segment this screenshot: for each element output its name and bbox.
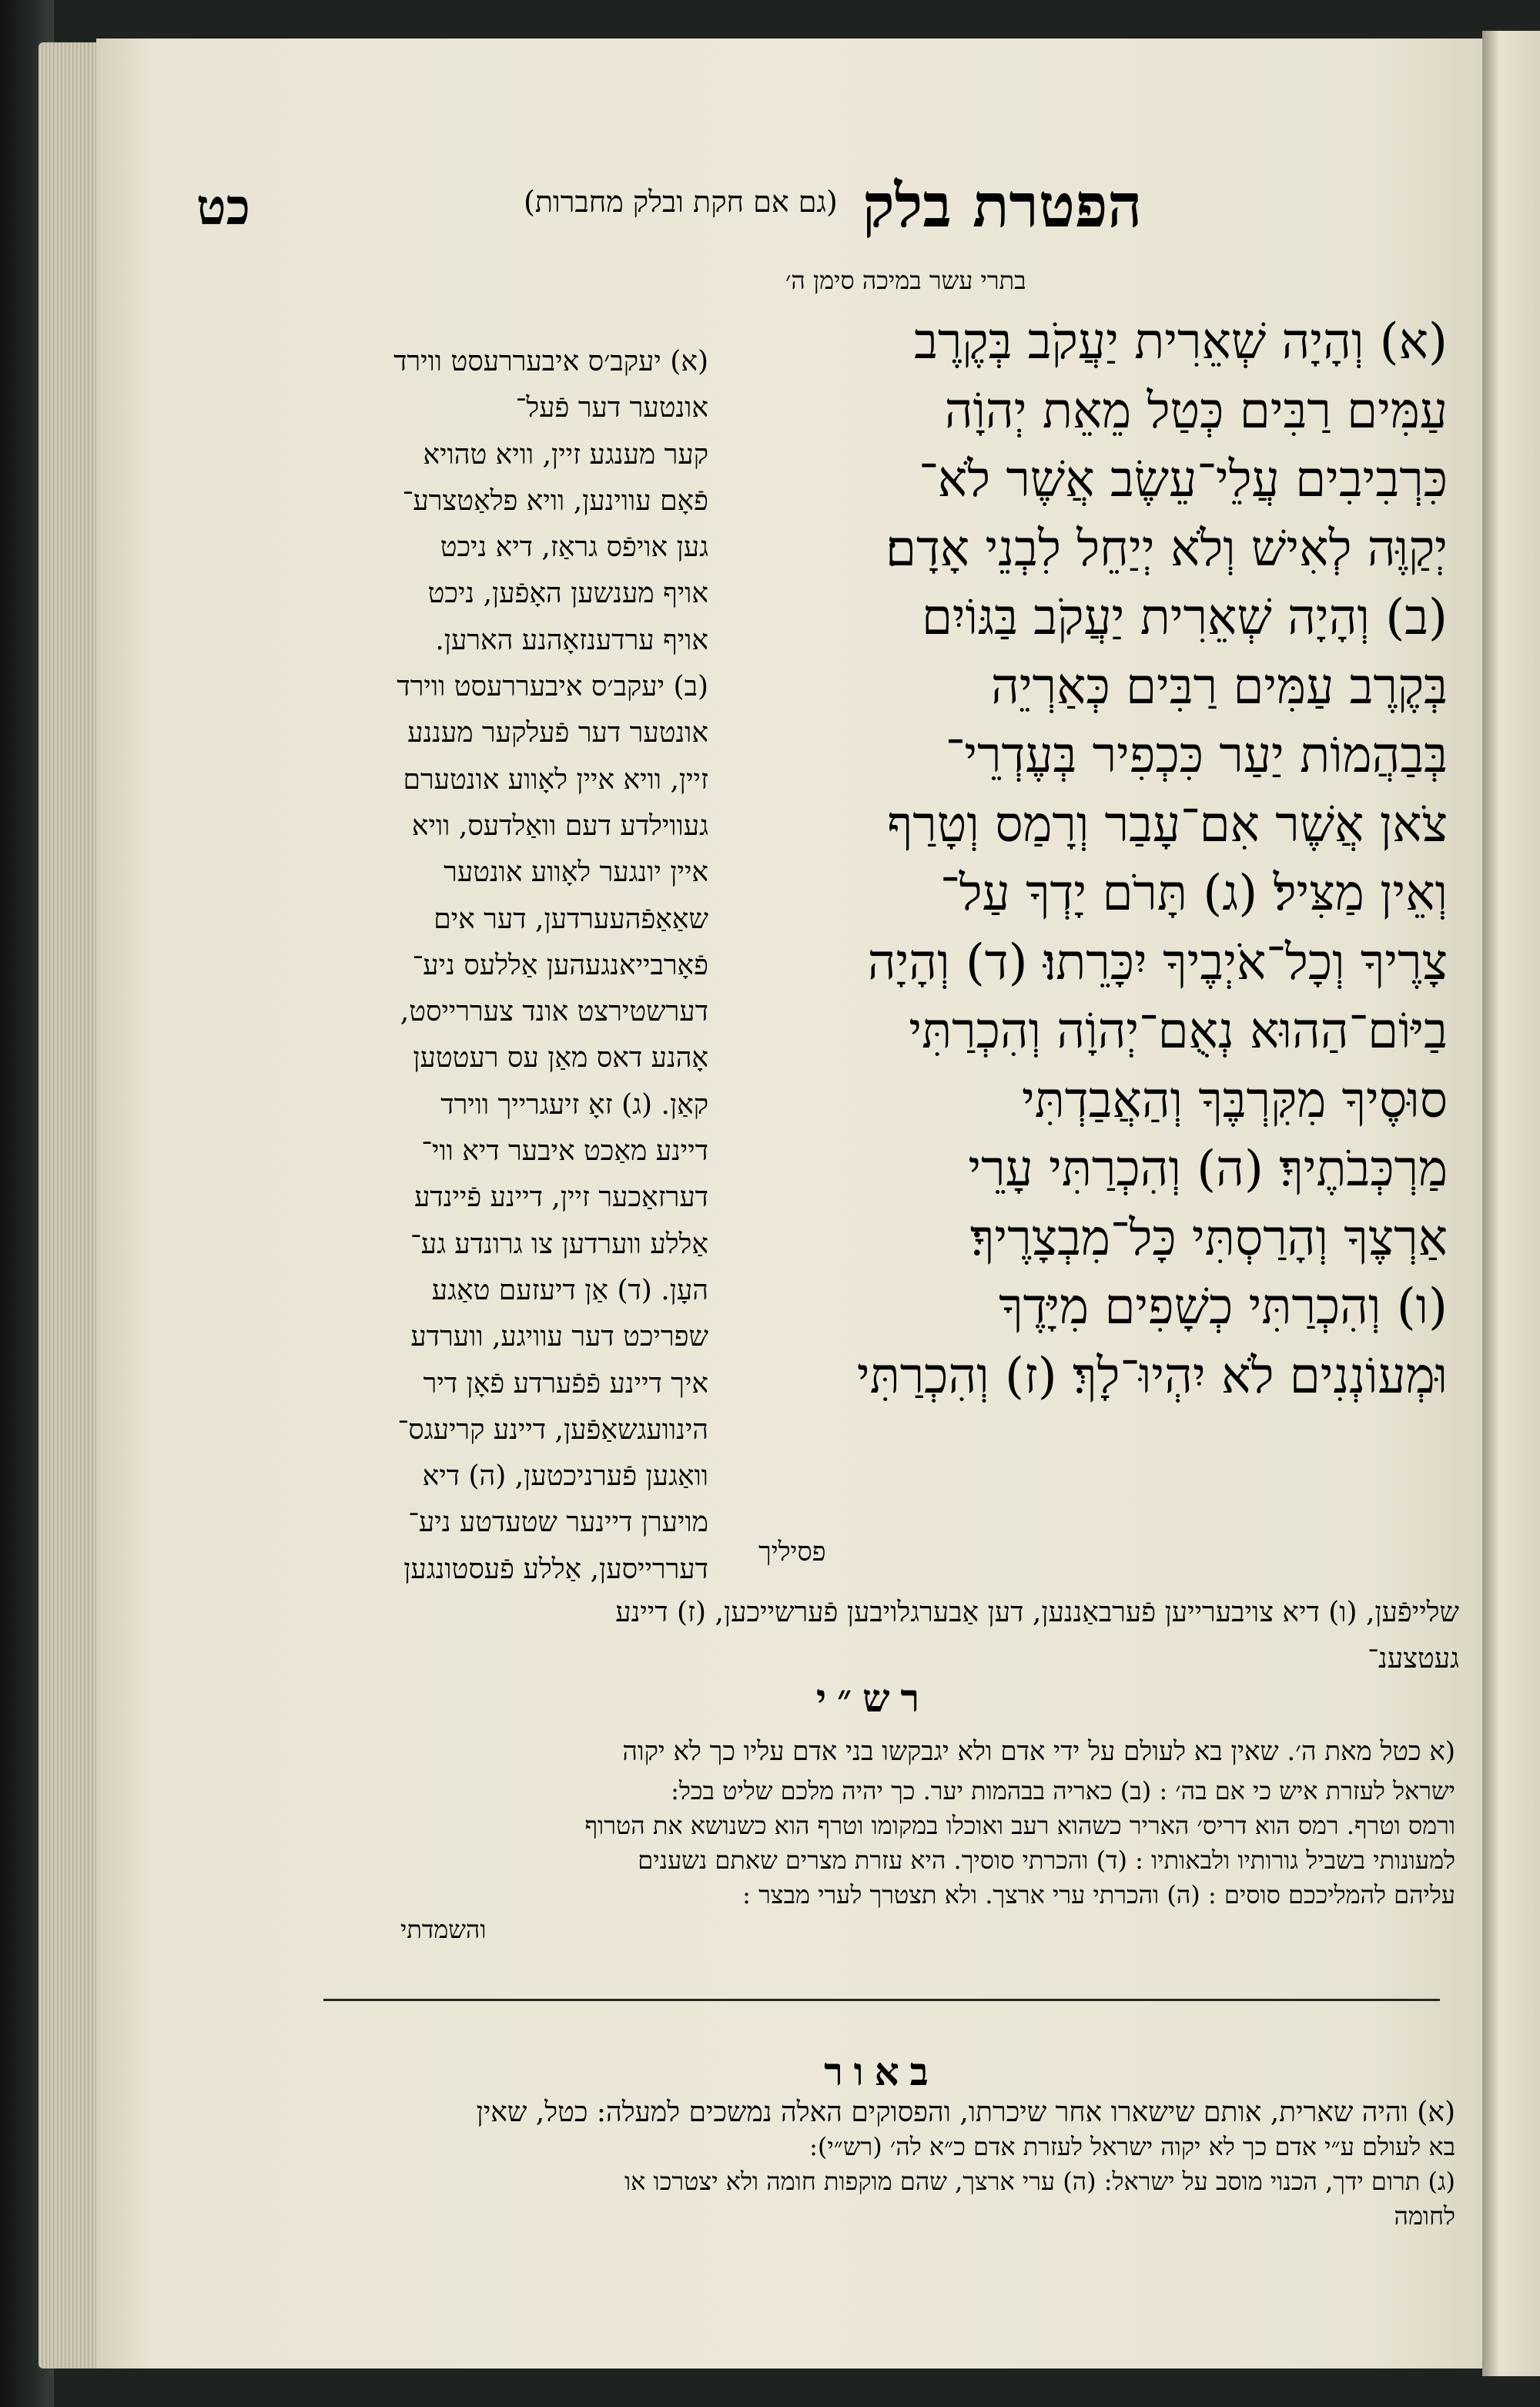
main-text-line: מַרְכְּבֹתֶיךָ׃ (ה) וְהִכְרַתִּי עָרֵי <box>968 1141 1448 1198</box>
rashi-line: למעונותי בשביל גורותיו ולבאותיו : (ד) והכרתי סוסיך. היא עזרת מצרים שאתם נשענים <box>638 1845 1455 1875</box>
main-text-line: (ב) וְהָיָה שְׁאֵרִית יַעֲקֹב בַּגּוֹיִם <box>921 589 1448 646</box>
translation-line: זיין, וויא איין לאָווע אונטערם <box>403 763 708 796</box>
rashi-line: ורמס וטרף. רמס הוא דריס׳ האריר כשהוא רעב ואוכלו במקומו וטרף הוא כשנושא את הטרוף <box>584 1811 1455 1840</box>
page-number: כט <box>196 179 250 236</box>
yiddish-translation-column <box>304 339 708 1593</box>
biur-commentary <box>308 2049 1455 2234</box>
translation-line: איך דיינע פֿפֿערדע פֿאָן דיר <box>423 1367 708 1400</box>
translation-line: דערשטירצט אונד צעררייסט, <box>400 996 708 1028</box>
translation-line: שאַאַפֿהעערדען, דער אים <box>434 903 708 935</box>
translation-line: דעררייסען, אַללע פֿעסטונגען <box>403 1553 708 1585</box>
rashi-heading: רש״י <box>816 1675 931 1721</box>
main-text-line: אַרְצֶךָ וְהָרַסְתִּי כָּל־מִבְצָרֶיךָ׃ <box>969 1209 1448 1267</box>
biur-line: לחומה <box>1394 2201 1455 2231</box>
translation-line: אונטער דער פֿעלקער מעננע <box>407 717 708 749</box>
translation-line: מויערן דיינער שטעדטע ניע־ <box>408 1507 708 1539</box>
main-text-line: בְּבַהֲמוֹת יַעַר כִּכְפִיר בְּעֶדְרֵי־ <box>945 727 1448 784</box>
translation-line: אויף ערדענזאָהנע הארען. <box>435 624 708 656</box>
translation-line: פֿאָם עווינען, וויא פלאַטצרע־ <box>402 484 708 517</box>
translation-line: געווילדע דעם וואַלדעס, וויא <box>411 810 708 842</box>
main-text-line: עַמִּים רַבִּים כְּטַל מֵאֵת יְהוָֹה <box>944 382 1448 440</box>
rashi-line: (א כטל מאת ה׳. שאין בא לעולם על ידי אדם ולא יגבקשו בני אדם עליו כך לא יקוה <box>622 1736 1455 1767</box>
main-text-line: (ו) וְהִכְרַתִּי כְשָׁפִים מִיָּדֶךָ <box>999 1279 1448 1336</box>
translation-line: (א) יעקב׳ס איבעררעסט ווירד <box>393 346 708 377</box>
haftarah-title: הפטרת בלק <box>862 171 1143 241</box>
biur-line: בא לעולם ע״י אדם כך לא יקוה ישראל לעזרת אדם כ״א לה׳ (רש״י): <box>809 2132 1455 2161</box>
translation-line: שפריכט דער עוויגע, ווערדע <box>410 1321 708 1353</box>
translation-line: (ב) יעקב׳ס איבעררעסט ווירד <box>397 671 708 703</box>
main-text-line: בַיּוֹם־הַהוּא נְאֻם־יְהוָֹה וְהִכְרַתִּי <box>909 1003 1448 1060</box>
translation-line: איין יונגער לאָווע אונטער <box>444 857 708 889</box>
main-text-line: צָרֶיךָ וְכָל־אֹיְבֶיךָ יִכָּרֵתוּ׃ (ד) וְהָיָה <box>867 934 1448 991</box>
translation-line: העָן. (ד) אַן דיעזעם טאַגע <box>431 1274 708 1306</box>
translation-line: דערזאַכער זיין, דיינע פֿיינדע <box>414 1182 708 1214</box>
catchword: פסיליך <box>758 1537 826 1567</box>
translation-line: אַללע ווערדען צו גרונדע גע־ <box>410 1228 708 1260</box>
source-reference: בתרי עשר במיכה סימן ה׳ <box>785 266 1026 295</box>
translation-continuation <box>304 1591 1459 1684</box>
facing-page-edge <box>1482 31 1540 2376</box>
translation-line: וואַגען פֿערניכטען, (ה) דיא <box>422 1460 708 1493</box>
main-text-line: (א) וְהָיָה שְׁאֵרִית יַעֲקֹב בְּקֶרֶב <box>914 313 1448 370</box>
rashi-line: ישראל לעזרת איש כי אם בה׳ : (ב) כאריה בבהמות יער. כך יהיה מלכם שליט בכל: <box>671 1776 1455 1805</box>
biur-heading: באור <box>824 2049 939 2094</box>
translation-line: פֿאָרבייאנגעהען אַללעס ניע־ <box>412 949 708 981</box>
translation-line: געטצענ־ <box>1368 1643 1459 1675</box>
main-text-line: בְּקֶרֶב עַמִּים רַבִּים כְּאַרְיֵה <box>991 658 1448 716</box>
translation-line: אָהנע דאס מאַן עס רעטטען <box>413 1042 708 1074</box>
rashi-commentary <box>308 1729 1455 1947</box>
section-divider <box>323 1999 1440 2001</box>
translation-line: אויף מענשען האָפֿען, ניכט <box>427 578 708 610</box>
rashi-line: עליהם להמליככם סוסים : (ה) והכרתי ערי ארצך. ולא תצטרך לערי מבצר : <box>742 1880 1455 1909</box>
main-text-line: וְאֵין מַצִּיל׃ (ג) תָּרֹם יָדְךָ עַל־ <box>940 865 1448 922</box>
main-text-line: צֹאן אֲשֶׁר אִם־עָבַר וְרָמַס וְטָרַף <box>887 796 1448 853</box>
main-text-line: כִּרְבִיבִים עֲלֵי־עֵשֶׂב אֲשֶׁר לֹא־ <box>919 451 1448 508</box>
translation-line: דיינע מאַכט איבער דיא ווי־ <box>421 1135 708 1168</box>
main-text-line: וּמְעוֹנְנִים לֹא יִהְיוּ־לָךְ׃ (ז) וְהִכְרַתִּי <box>856 1347 1448 1405</box>
biur-line: (ג) תרום ידך, הכנוי מוסב על ישראל: (ה) ערי ארצך, שהם מוקפות חומה ולא יצטרכו או <box>624 2167 1455 2196</box>
main-text-line: סוּסֶיךָ מִקִּרְבֶּךָ וְהַאֲבַדְתִּי <box>1021 1071 1448 1129</box>
biur-line: (א) והיה שארית, אותם שישארו אחר שיכרתו, והפסוקים האלה נמשכים למעלה: כטל, שאין <box>476 2097 1455 2128</box>
translation-line: קאַן. (ג) זאָ זיעגרייך ווירד <box>440 1088 708 1121</box>
haftarah-title-note: (גם אם חקת ובלק מחברות) <box>524 185 838 219</box>
translation-line: גען אויפֿס גראַז, דיא ניכט <box>440 531 708 564</box>
translation-line: שלייפֿען, (ו) דיא צויבערייען פֿערבאַננען, דען אַבערגלויבען פֿערשייכען, (ז) דיינע <box>615 1597 1459 1628</box>
translation-line: הינוועגשאַפֿען, דיינע קריעגס־ <box>397 1413 708 1446</box>
rashi-line: והשמדתי <box>400 1915 487 1944</box>
translation-line: קער מענגע זיין, וויא טהויא <box>423 438 708 471</box>
translation-line: אונטער דער פֿעל־ <box>515 392 708 424</box>
hebrew-main-text <box>720 308 1448 1411</box>
main-text-line: יְקַוֶּה לְאִישׁ וְלֹא יְיַחֵל לִבְנֵי אָדָם׃ <box>886 520 1448 578</box>
